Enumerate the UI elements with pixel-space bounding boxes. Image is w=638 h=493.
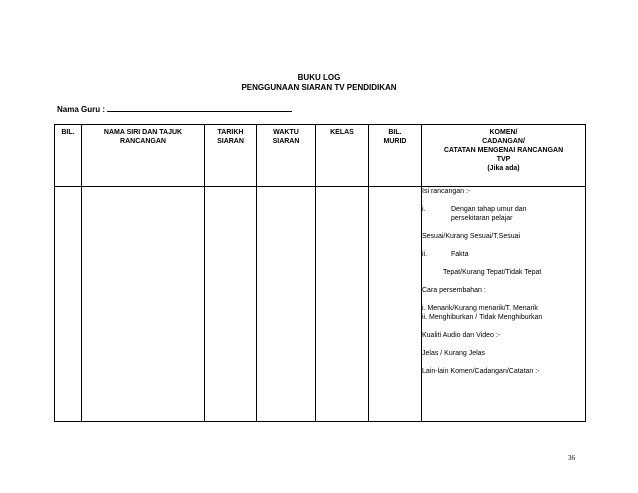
cell-bil: [55, 187, 82, 422]
col-header-time-label: WAKTU SIARAN: [272, 129, 300, 145]
av-quality-label: Kualiti Audio dan Video :-: [422, 332, 501, 339]
content-label: Isi rancangan :-: [422, 188, 471, 195]
col-header-date-label: TARIKH SIARAN: [217, 129, 244, 145]
comment-header-line2: CADANGAN/: [482, 138, 525, 145]
teacher-name-label: Nama Guru :: [57, 105, 106, 114]
page-number: 36: [568, 454, 575, 462]
cell-comments: [422, 187, 586, 422]
log-table: [54, 124, 586, 422]
col-header-students: [369, 125, 422, 187]
col-header-class: KELAS: [316, 125, 369, 187]
item-2-number: ii.: [422, 251, 428, 258]
item-1: [422, 205, 585, 223]
teacher-name-blank-line: [107, 103, 292, 112]
log-table-body-row: [55, 187, 586, 422]
item-2: [422, 250, 585, 259]
cell-date: [205, 187, 257, 422]
comment-header-line3: CATATAN MENGENAI RANCANGAN: [443, 147, 564, 154]
col-header-comments: [422, 125, 586, 187]
item-1-text-a: Dengan tahap umur dan: [451, 206, 527, 213]
item-1-text-b: persekitaran pelajar: [451, 215, 513, 222]
log-table-header-row: [55, 125, 586, 187]
presentation-option-i: i. Menarik/Kurang menarik/T. Menarik: [422, 305, 538, 312]
suitability-options: Sesuai/Kurang Sesuai/T.Sesuai: [422, 233, 521, 240]
item-2-text: Fakta: [451, 251, 469, 258]
teacher-name-field: [57, 103, 292, 115]
comment-header-line1: KOMEN/: [489, 129, 518, 136]
presentation-label: Cara persembahan :: [422, 287, 486, 294]
comment-header-line4: TVP: [496, 156, 511, 163]
presentation-option-ii: ii. Menghiburkan / Tidak Menghiburkan: [422, 314, 543, 321]
col-header-date: [205, 125, 257, 187]
col-header-students-label: BIL. MURID: [383, 129, 407, 145]
col-header-programme: [82, 125, 205, 187]
cell-programme: [82, 187, 205, 422]
document-subtitle: PENGGUNAAN SIARAN TV PENDIDIKAN: [241, 83, 397, 92]
cell-class: [316, 187, 369, 422]
col-header-time: [257, 125, 316, 187]
col-header-programme-label: NAMA SIRI DAN TAJUK RANCANGAN: [103, 129, 183, 145]
clarity-options: Jelas / Kurang Jelas: [422, 350, 486, 357]
cell-time: [257, 187, 316, 422]
other-comments-label: Lain-lain Komen/Cadangan/Catatan :-: [422, 368, 540, 375]
col-header-bil: BIL.: [55, 125, 82, 187]
cell-students: [369, 187, 422, 422]
document-title: BUKU LOG: [297, 73, 341, 82]
comment-header-line5: (Jika ada): [487, 165, 520, 172]
accuracy-options: Tepat/Kurang Tepat/Tidak Tepat: [443, 269, 542, 276]
item-1-number: i.: [422, 206, 426, 213]
